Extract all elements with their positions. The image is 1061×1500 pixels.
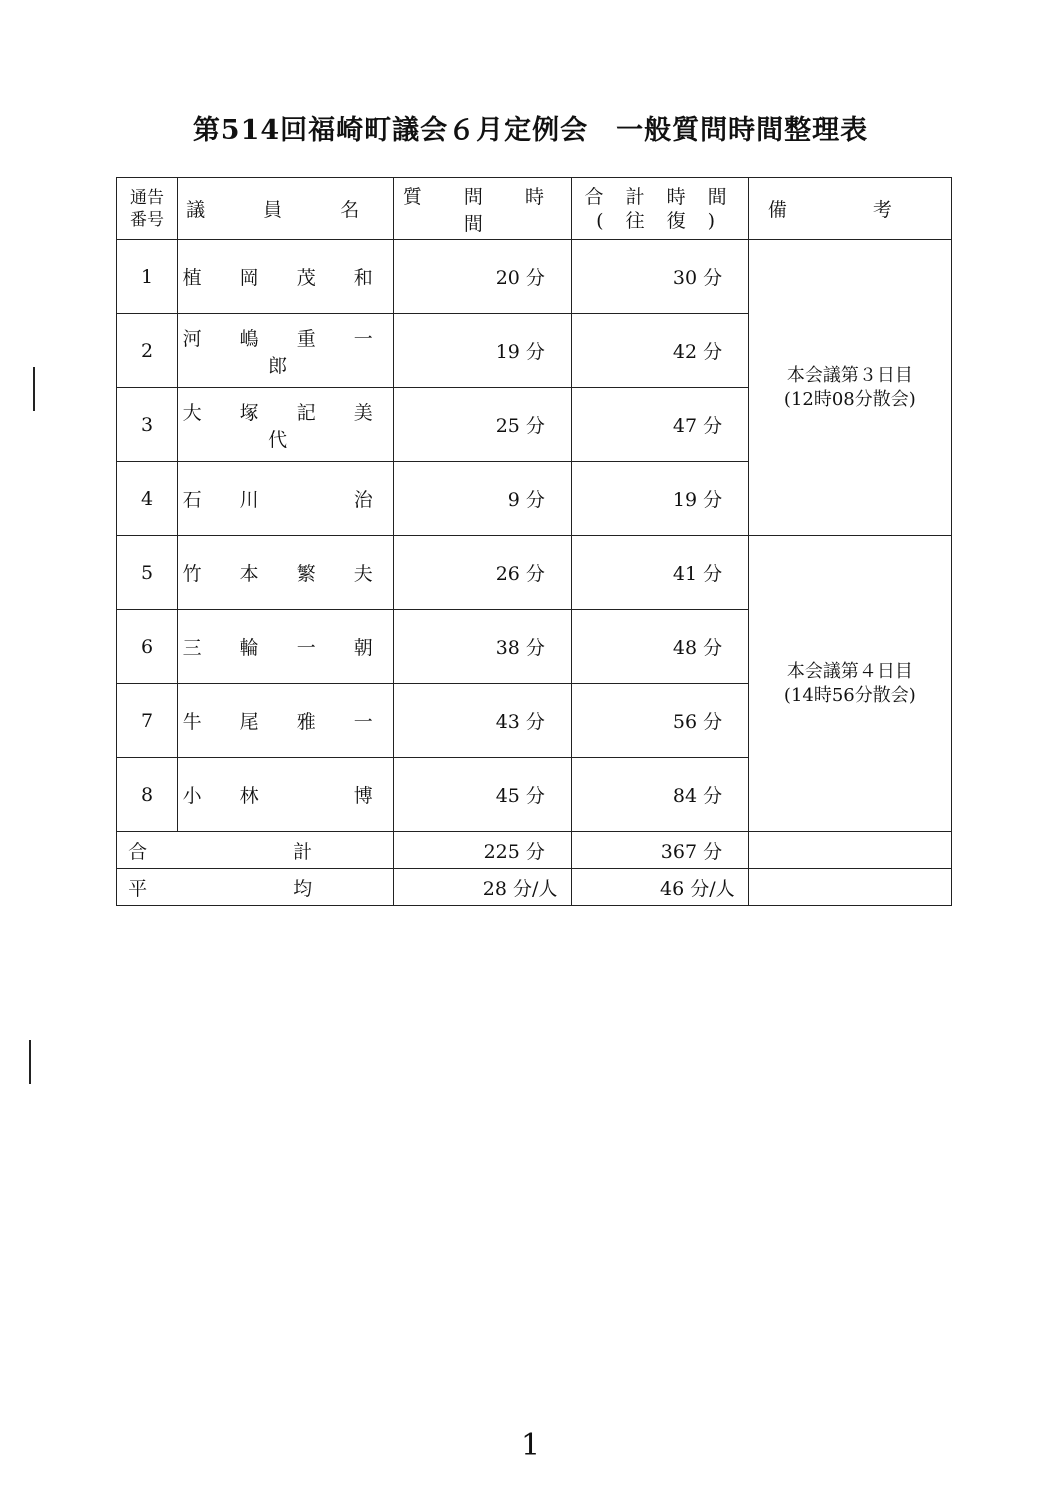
row-number: 8: [117, 758, 178, 832]
total-time: 84 分: [571, 758, 748, 832]
average-question-time: 28 分/人: [394, 869, 571, 906]
row-number: 1: [117, 240, 178, 314]
member-name: 三 輪 一 朝: [178, 610, 394, 684]
member-name: 河 嶋 重 一 郎: [178, 314, 394, 388]
header-member-name: 議 員 名: [178, 178, 394, 240]
question-time: 20 分: [394, 240, 571, 314]
row-number: 3: [117, 388, 178, 462]
row-number: 2: [117, 314, 178, 388]
scan-margin-mark: [33, 367, 35, 411]
question-time: 25 分: [394, 388, 571, 462]
member-name: 小 林 博: [178, 758, 394, 832]
question-time: 19 分: [394, 314, 571, 388]
question-time: 38 分: [394, 610, 571, 684]
table-row: [117, 240, 952, 314]
scan-margin-mark: [29, 1040, 31, 1084]
member-name: 竹 本 繁 夫: [178, 536, 394, 610]
member-name: 大 塚 記 美 代: [178, 388, 394, 462]
total-row: [117, 832, 952, 869]
total-time: 56 分: [571, 684, 748, 758]
member-name: 石 川 治: [178, 462, 394, 536]
page-number: 1: [520, 1428, 541, 1463]
total-time: 42 分: [571, 314, 748, 388]
total-time: 47 分: [571, 388, 748, 462]
row-number: 6: [117, 610, 178, 684]
row-number: 7: [117, 684, 178, 758]
total-round-trip-time: 367 分: [571, 832, 748, 869]
total-time: 48 分: [571, 610, 748, 684]
question-time-table: [116, 177, 952, 906]
question-time: 45 分: [394, 758, 571, 832]
question-time: 9 分: [394, 462, 571, 536]
member-name: 牛 尾 雅 一: [178, 684, 394, 758]
table-header-row: [117, 178, 952, 240]
total-time: 30 分: [571, 240, 748, 314]
header-round-trip-label: ( 往 復 ): [596, 209, 724, 232]
average-round-trip-time: 46 分/人: [571, 869, 748, 906]
page-title: 第514回福崎町議会６月定例会 一般質問時間整理表: [192, 115, 869, 146]
row-number: 4: [117, 462, 178, 536]
total-time: 41 分: [571, 536, 748, 610]
total-time: 19 分: [571, 462, 748, 536]
header-total-time-label: 合 計 時 間: [584, 185, 735, 208]
header-notice-number: [117, 178, 178, 240]
remarks-day-3: 本会議第３日目 (12時08分散会): [748, 240, 951, 536]
header-remarks: 備 考: [748, 178, 951, 240]
table-row: [117, 536, 952, 610]
question-time: 43 分: [394, 684, 571, 758]
header-question-time: 質 問 時 間: [394, 178, 571, 240]
row-number: 5: [117, 536, 178, 610]
total-remarks: [748, 832, 951, 869]
total-label: 合 計: [117, 832, 394, 869]
header-notice-number-label: 通告番号: [130, 187, 165, 230]
average-remarks: [748, 869, 951, 906]
total-question-time: 225 分: [394, 832, 571, 869]
question-time: 26 分: [394, 536, 571, 610]
member-name: 植 岡 茂 和: [178, 240, 394, 314]
header-total-time: [571, 178, 748, 240]
average-row: [117, 869, 952, 906]
remarks-day-4: 本会議第４日目 (14時56分散会): [748, 536, 951, 832]
average-label: 平 均: [117, 869, 394, 906]
